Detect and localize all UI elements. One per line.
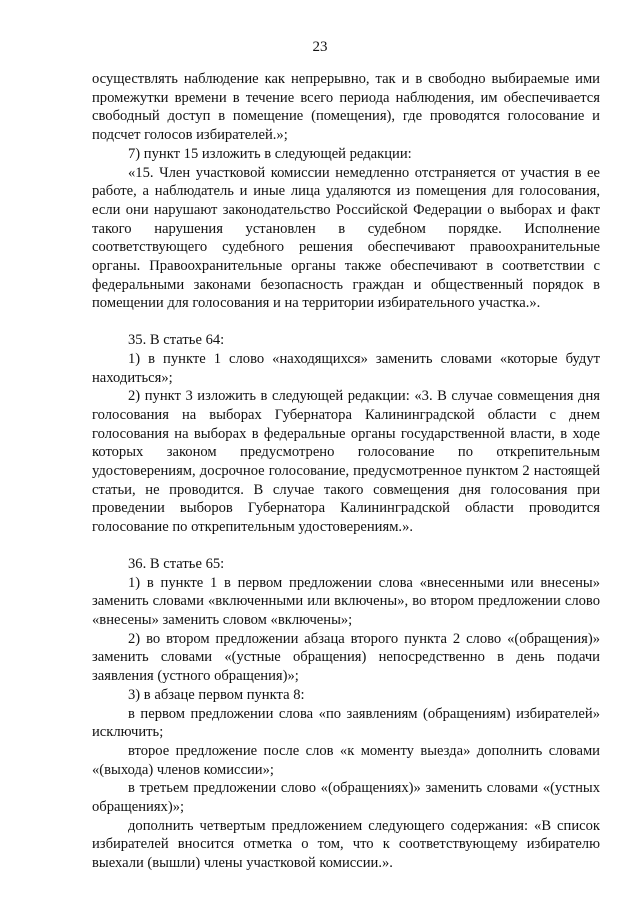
section-35-heading: 35. В статье 64: xyxy=(128,332,225,349)
paragraph-item-7: 7) пункт 15 изложить в следующей редакции: xyxy=(128,145,412,162)
section-35-item-1: 1) в пункте 1 слово «находящихся» заменить словами «которые будут находиться»; xyxy=(92,350,600,386)
section-36-item-1: 1) в пункте 1 в первом предложении слова «внесенными или внесены» заменить словами «включенными или включены», во втором предложении слово «внесены» заменить словом «включены»; xyxy=(92,574,600,628)
paragraph-continuation: осуществлять наблюдение как непрерывно, так и в свободно выбираемые ими промежутки времени в течение всего периода наблюдения, им обеспечивается свободный доступ в помещение (помещения), где проводятся голосование и подсчет голосов избирателей.»; xyxy=(92,71,600,144)
section-36-item-3-sub-2: второе предложение после слов «к моменту выезда» дополнить словами «(выхода) членов комиссии»; xyxy=(92,742,600,778)
section-36-item-2: 2) во втором предложении абзаца второго пункта 2 слово «(обращения)» заменить словами «(устные обращения) непосредственно в день подачи заявления (устного обращения)»; xyxy=(92,630,600,685)
section-36-item-3-sub-1: в первом предложении слова «по заявлениям (обращениям) избирателей» исключить; xyxy=(92,705,600,741)
spacer xyxy=(92,313,600,331)
page-number: 23 xyxy=(312,39,328,55)
paragraph-clause-15: «15. Член участковой комиссии немедленно отстраняется от участия в ее работе, а наблюдатель и иные лица удаляются из помещения для голосования, если они нарушают законодательство Российской Федерации о выборах и факт такого нарушения установлен в судебном порядке. Исполнение соответствующего судебного решения обеспечивают правоохранительные органы. Правоохранительные органы также обеспечивают в соответствии с федеральными законами безопасность граждан и общественный порядок в помещении для голосования и на территории избирательного участка.». xyxy=(92,164,600,312)
section-36-item-3: 3) в абзаце первом пункта 8: xyxy=(128,686,305,703)
spacer xyxy=(92,537,600,555)
section-35-item-2: 2) пункт 3 изложить в следующей редакции: «3. В случае совмещения дня голосования на выборах Губернатора Калининградской области с днем голосования на выборах в федеральные органы государственной власти, в ходе которых законом предусмотрено голосование по открепительным удостоверениям, досрочное голосование, предусмотренное пунктом 2 настоящей статьи, не проводится. В случае такого совмещения дня голосования при проведении выборов Губернатора Калининградской области проводится голосование по открепительным удостоверениям.». xyxy=(92,388,600,536)
section-36-item-3-sub-3: в третьем предложении слово «(обращениях)» заменить словами «(устных обращениях)»; xyxy=(92,780,600,816)
section-36-item-3-sub-4: дополнить четвертым предложением следующего содержания: «В список избирателей вносится отметка о том, что к соответствующему избирателю выехали (вышли) члены участковой комиссии.». xyxy=(92,817,600,872)
section-36-heading: 36. В статье 65: xyxy=(128,555,225,572)
